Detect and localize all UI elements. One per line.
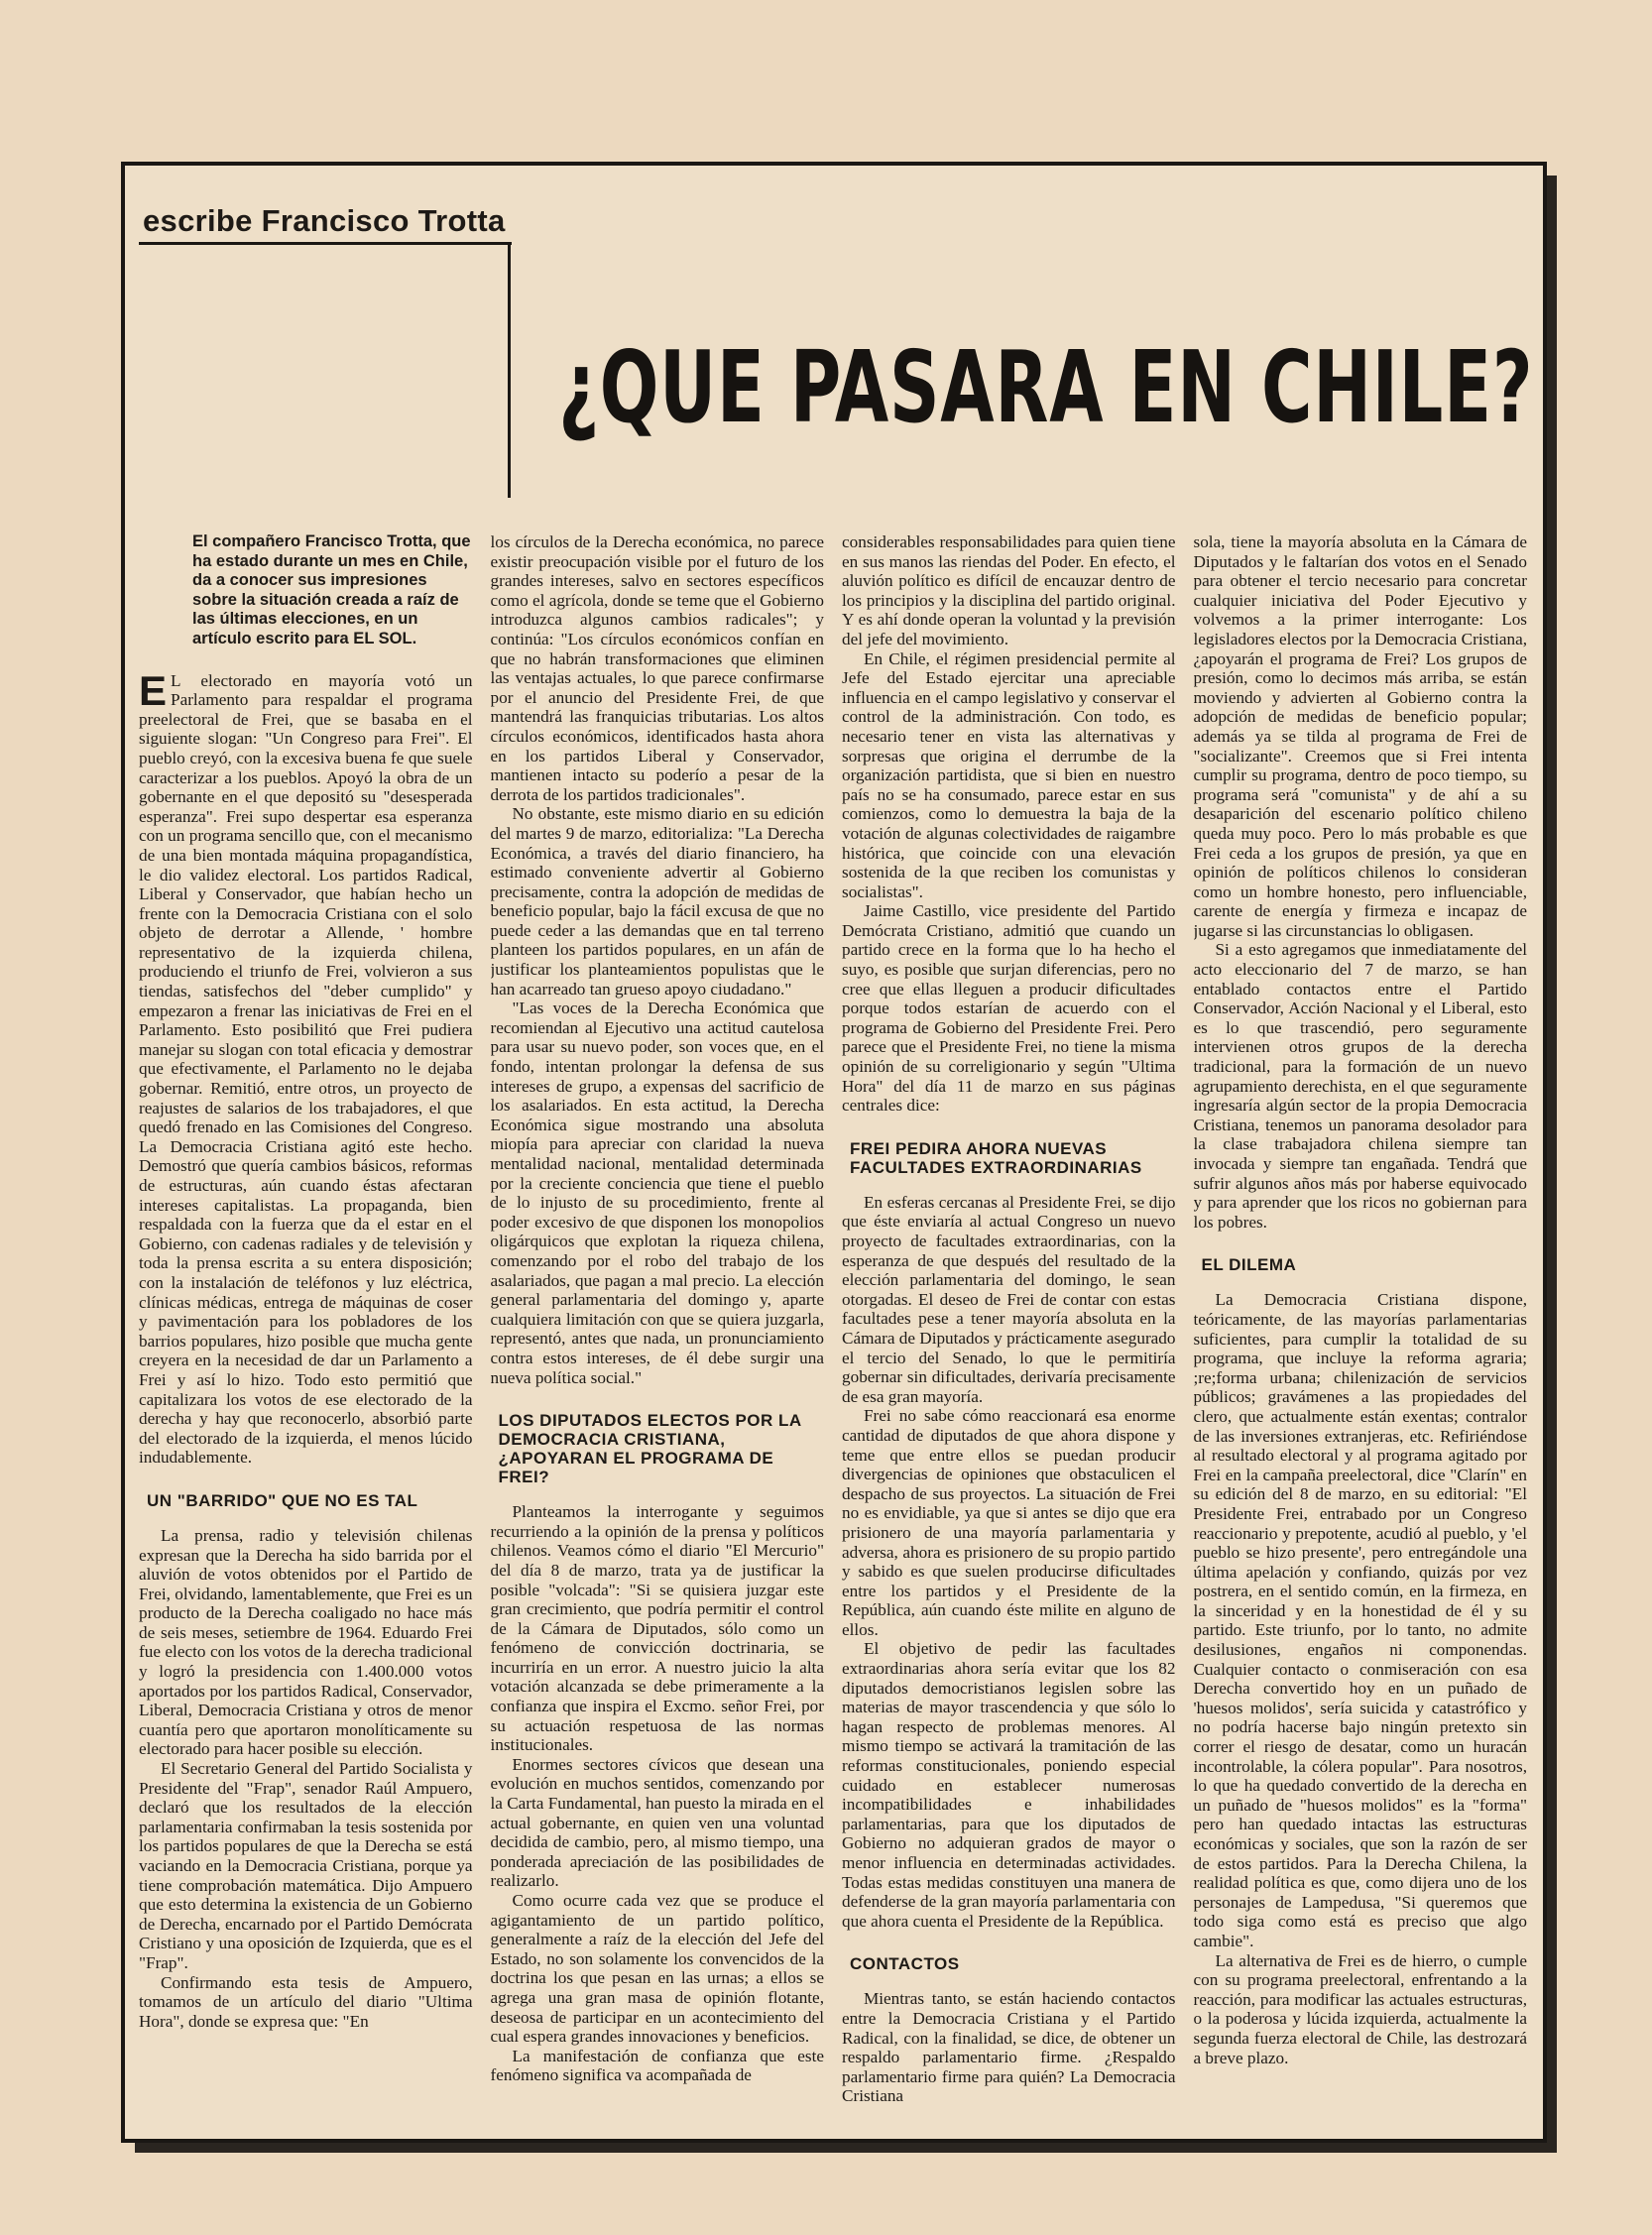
paragraph: Mientras tanto, se están haciendo contactos entre la Democracia Cristiana y el Partido Radical, con la finalidad, se dice, de obtener un respaldo parlamentario firme. ¿Respaldo parlamentario firme para quién? La Democracia Cristiana	[842, 1989, 1176, 2106]
paragraph: Jaime Castillo, vice presidente del Partido Demócrata Cristiano, admitió que cuando un partido crece en la forma que lo ha hecho el suyo, es posible que surjan diferencias, pero no cree que ellas lleguen a producir dificultades porque todos estarían de acuerdo con el programa de Gobierno del Presidente Frei. Pero parece que el Presidente Frei, no tiene la misma opinión de su correligionario y según "Ultima Hora" del día 11 de marzo en sus páginas centrales dice:	[842, 901, 1176, 1116]
paragraph: los círculos de la Derecha económica, no parece existir preocupación visible por el futuro de los grandes intereses, salvo en sectores específicos como el agrícola, donde se teme que el Gobierno introduzca algunos cambios radicales"; y continúa: "Los círculos económicos confían en que no habrán transformaciones que eliminen las ventajas actuales, lo que parece confirmarse por el anuncio del Presidente Frei, de que mantendrá las franquicias tributarias. Los altos círculos económicos, identificados hasta ahora en los partidos Liberal y Conservador, mantienen intacto su poderío a pesar de la derrota de los partidos tradicionales".	[490, 532, 824, 804]
paragraph: sola, tiene la mayoría absoluta en la Cámara de Diputados y le faltarían dos votos en el Senado para obtener el tercio necesario para concretar cualquier iniciativa del Poder Ejecutivo y volvemos a la primer interrogante: Los legisladores electos por la Democracia Cristiana, ¿apoyarán el programa de Frei? Los grupos de presión, como lo decimos más arriba, se están moviendo y advierten al Gobierno contra la adopción de medidas de beneficio popular; además ya se tilda al programa de Frei de "socializante". Creemos que si Frei intenta cumplir su programa, dentro de poco tiempo, su programa será "comunista" y de ahí a su desaparición del escenario político chileno queda muy poco. Pero lo más probable es que Frei ceda a los grupos de presión, ya que en opinión de políticos chilenos lo consideran como un hombre honesto, pero influenciable, carente de energía y firmeza e incapaz de jugarse si las circunstancias lo obligasen.	[1193, 532, 1527, 940]
paragraph: La manifestación de confianza que este fenómeno significa va acompañada de	[490, 2046, 824, 2085]
subheading: FREI PEDIRA AHORA NUEVAS FACULTADES EXTRAORDINARIAS	[850, 1138, 1142, 1177]
paragraph: Planteamos la interrogante y seguimos recurriendo a la opinión de la prensa y políticos chilenos. Veamos cómo el diario "El Mercurio" del día 8 de marzo, trata ya de justificar la posible "volcada": "Si se quisiera juzgar este gran crecimiento, que podría permitir el control de la Cámara de Diputados, sólo como un fenómeno de convicción doctrinaria, se incurriría en un error. A nuestro juicio la alta votación alcanzada se debe primeramente a la confianza que inspira el Excmo. señor Frei, por su actuación respetuosa de las normas institucionales.	[490, 1502, 824, 1755]
article-page	[121, 162, 1547, 2143]
paragraph: Frei no sabe cómo reaccionará esa enorme cantidad de diputados de que ahora dispone y teme que entre ellos se puedan producir divergencias de opiniones que obstaculicen el despacho de sus proyectos. La situación de Frei no es envidiable, ya que si antes se dijo que era prisionero de una mayoría parlamentaria y adversa, ahora es prisionero de su propio partido y sabido es que suelen producirse dificultades entre los partidos y el Presidente de la República, aún cuando éste milite en alguno de ellos.	[842, 1406, 1176, 1639]
paragraph	[139, 666, 473, 1468]
column-4	[1194, 532, 1528, 2119]
subheading: LOS DIPUTADOS ELECTOS POR LA DEMOCRACIA CRISTIANA, ¿APOYARAN EL PROGRAMA DE FREI?	[498, 1411, 802, 1487]
paragraph: Enormes sectores cívicos que desean una evolución en muchos sentidos, comenzando por la Carta Fundamental, han puesto la mirada en el actual gobernante, en quien ven una voluntad decidida de cambio, pero, al mismo tiempo, una ponderada apreciación de las posibilidades de realizarlo.	[490, 1754, 824, 1891]
paragraph: Confirmando esta tesis de Ampuero, tomamos de un artículo del diario "Ultima Hora", donde se expresa que: "En	[139, 1972, 473, 2031]
byline-rule	[139, 242, 512, 245]
byline: escribe Francisco Trotta	[143, 203, 506, 238]
intro-paragraph: El compañero Francisco Trotta, que ha estado durante un mes en Chile, da a conocer sus impresiones sobre la situación creada a raíz de las últimas elecciones, en un artículo escrito para EL SOL.	[192, 532, 471, 647]
paragraph: La prensa, radio y televisión chilenas expresan que la Derecha ha sido barrida por el aluvión de votos obtenidos por el Partido de Frei, olvidando, lamentablemente, que Frei es un producto de la Derecha coaligado no hace más de seis meses, setiembre de 1964. Eduardo Frei fue electo con los votos de la derecha tradicional y logró la presidencia con 1.400.000 votos aportados por los partidos Radical, Conservador, Liberal, Democracia Cristiana y otros de menor cuantía pero que aportaron monolíticamente su electorado para hacer posible su elección.	[139, 1525, 473, 1759]
paragraph: En esferas cercanas al Presidente Frei, se dijo que éste enviaría al actual Congreso un nuevo proyecto de facultades extraordinarias, con la esperanza de que después del resultado de la elección parlamentaria del domingo, le sean otorgadas. El deseo de Frei de contar con estas facultades pese a tener mayoría absoluta en la Cámara de Diputados y prácticamente asegurado el tercio del Senado, lo que le permitiría gobernar sin dificultades, derivaría precisamente de esa gran mayoría.	[842, 1192, 1176, 1406]
paragraph: Si a esto agregamos que inmediatamente del acto eleccionario del 7 de marzo, se han entablado contactos entre el Partido Conservador, Acción Nacional y el Liberal, esto es lo que trascendió, pero seguramente intervienen otros grupos de la derecha tradicional, para la formación de un nuevo agrupamiento derechista, en el que seguramente ingresaría algún sector de la propia Democracia Cristiana, tenemos un panorama desolador para la clase trabajadora chilena siempre tan invocada y siempre tan engañada. Tendrá que sufrir algunos años más por haberse equivocado y para aprender que los ricos no gobiernan para los pobres.	[1193, 940, 1527, 1232]
paragraph: Como ocurre cada vez que se produce el agigantamiento de un partido político, generalmente a raíz de la elección del Jefe del Estado, no son solamente los convencidos de la doctrina los que pesan en las urnas; a ellos se agrega una gran masa de opinión flotante, deseosa de participar en un acontecimiento del cual espera grandes innovaciones y beneficios.	[490, 1891, 824, 2047]
column-2	[491, 532, 825, 2119]
subheading: UN "BARRIDO" QUE NO ES TAL	[147, 1490, 418, 1510]
paragraph: En Chile, el régimen presidencial permite al Jefe del Estado ejercitar una apreciable influencia en el campo legislativo y conservar el control de la administración. Con todo, es necesario tener en vista las alternativas y sorpresas que origina el derrumbe de la organización partidista, que si bien en nuestro país no se ha consumado, parece estar en sus comienzos, como lo demuestra la baja de la votación de algunas colectividades de raigambre histórica, que coincide con una elevación sostenida de la que reciben los comunistas y socialistas".	[842, 648, 1176, 901]
paragraph: "Las voces de la Derecha Económica que recomiendan al Ejecutivo una actitud cautelosa para usar su nuevo poder, son voces que, en el fondo, intentan prolongar la defensa de sus intereses de grupo, a expensas del sacrificio de los asalariados. En esta actitud, la Derecha Económica sigue mostrando una absoluta miopía para apreciar con claridad la nueva mentalidad nacional, mentalidad determinada por la creciente conciencia que tiene el pueblo de lo injusto de su procedimiento, frente al poder excesivo de que disponen los monopolios oligárquicos que explotan la riqueza chilena, comenzando por el robo del trabajo de los asalariados, que pagan a mal precio. La elección general parlamentaria del domingo y, aparte cualquiera limitación con que se quiera juzgarla, representó, antes que nada, un pronunciamiento contra estos intereses, de él debe surgir una nueva política social."	[490, 999, 824, 1387]
headline: ¿QUE PASARA EN CHILE?	[557, 329, 1533, 445]
header-vertical-rule	[508, 242, 511, 498]
paragraph: La Democracia Cristiana dispone, teóricamente, de las mayorías parlamentarias suficientes, para cumplir la totalidad de su programa, que incluye la reforma agraria; ;re;forma urbana; chilenización de servicios públicos; gravámenes a las propiedades del clero, que actualmente están exentas; contralor de las inversiones extranjeras, etc. Refiriéndose al resultado electoral y al programa agitado por Frei en la campaña preelectoral, dice "Clarín" en su edición del 8 de marzo, en su editorial: "El Presidente Frei, entrabado por un Congreso reaccionario y prepotente, acudió al pueblo, y 'el pueblo se hizo presente', pero entregándole una última apelación y confiando, quizás por vez postrera, en el sentido común, en la firmeza, en la sinceridad y en la honestidad de él y su partido. Este triunfo, por lo tanto, no admite desilusiones, engaños ni componendas. Cualquier contacto o conmiseración con esa Derecha convertido hoy en un puñado de 'huesos molidos', sería suicida y catastrófico y no podría hacerse bajo ningún pretexto sin correr el riesgo de desatar, como un huracán incontrolable, la cólera popular". Para nosotros, lo que ha quedado convertido de la derecha en un puñado de "huesos molidos" es la "forma" pero han quedado intactas las estructuras económicas y sociales, que son la razón de ser de estos partidos. Para la Derecha Chilena, la realidad política es que, como dijera uno de los personajes de Lampedusa, "Si queremos que todo siga como está es preciso que algo cambie".	[1193, 1290, 1527, 1950]
paragraph-text: L electorado en mayoría votó un Parlamento para respaldar el programa preelectoral de Frei, que se basaba en el siguiente slogan: "Un Congreso para Frei". El pueblo creyó, con la excesiva buena fe que suele caracterizar a los pueblos. Apoyó la obra de un gobernante en el que depositó su "desesperada esperanza". Frei supo despertar esa esperanza con un programa sencillo que, con el mecanismo de una bien montada máquina propagandística, le dio validez electoral. Los partidos Radical, Liberal y Conservador, que habían hecho un frente con la Democracia Cristiana con el solo objeto de derrotar a Allende, ' hombre representativo de la izquierda chilena, produciendo el triunfo de Frei, volvieron a sus tiendas, satisfechos del "deber cumplido" y empezaron a frenar las iniciativas de Frei en el Parlamento. Esto posibilitó que Frei pudiera manejar su slogan con total eficacia y demostrar que efectivamente, el Parlamento no le dejaba gobernar. Remitió, entre otros, un proyecto de reajustes de salarios de los trabajadores, el que quedó frenado en las Comisiones del Congreso. La Democracia Cristiana agitó este hecho. Demostró que quería cambios básicos, reformas de estructuras, aún cuando éstas afectaran intereses capitalistas. La propaganda, bien respaldada con la fuerza que da el estar en el Gobierno, con cadenas radiales y de televisión y toda la prensa escrita a su entera disposición; con la instalación de teléfonos y luz eléctrica, clínicas médicas, entrega de máquinas de coser y pavimentación para los pobladores de los barrios populares, hizo posible que mucha gente creyera en la necesidad de dar un Parlamento a Frei y así lo hizo. Todo esto permitió que capitalizara los votos de ese electorado de la derecha y hay que reconocerlo, absorbió parte del electorado de la izquierda, el menos lúcido indudablemente.	[139, 670, 473, 1468]
column-1	[139, 532, 473, 2119]
subheading: CONTACTOS	[850, 1954, 960, 1974]
column-3	[842, 532, 1176, 2119]
paragraph: El objetivo de pedir las facultades extraordinarias ahora sería evitar que los 82 diputados democristianos legislen sobre las materias de mayor trascendencia y que sólo lo hagan respecto de problemas menores. Al mismo tiempo se activará la tramitación de las reformas constitucionales, poniendo especial cuidado en establecer numerosas incompatibilidades e inhabilidades parlamentarias, para que los diputados de Gobierno no adquieran grados de mayor o menor influencia en determinadas actividades. Todas estas medidas constituyen una manera de defenderse de la gran mayoría parlamentaria con que ahora cuenta el Presidente de la República.	[842, 1639, 1176, 1931]
paragraph: El Secretario General del Partido Socialista y Presidente del "Frap", senador Raúl Ampuero, declaró que los resultados de la elección parlamentaria confirmaban la tesis sostenida por los partidos populares de que la Derecha se está vaciando en la Democracia Cristiana, porque ya tiene comprobación matemática. Dijo Ampuero que esto determina la existencia de un Gobierno de Derecha, encarnado por el Partido Demócrata Cristiano y una oposición de Izquierda, que es el "Frap".	[139, 1759, 473, 1972]
paragraph: considerables responsabilidades para quien tiene en sus manos las riendas del Poder. En efecto, el aluvión político es difícil de encauzar dentro de los principios y la disciplina del partido original. Y es ahí donde operan la voluntad y la previsión del jefe del movimiento.	[842, 532, 1176, 648]
paragraph: No obstante, este mismo diario en su edición del martes 9 de marzo, editorializa: "La Derecha Económica, a través del diario financiero, ha estimado conveniente advertir al Gobierno precisamente, contra la adopción de medidas de beneficio popular, bajo la fácil excusa de que no puede ceder a las demandas que en tal terreno planteen los partidos populares, en un afán de justificar los planteamientos populistas que le han acarreado tan grueso apoyo ciudadano."	[490, 804, 824, 999]
paragraph: La alternativa de Frei es de hierro, o cumple con su programa preelectoral, enfrentando a la reacción, para modificar las actuales estructuras, o la poderosa y lúcida izquierda, actualmente la segunda fuerza electoral de Chile, las destrozará a breve plazo.	[1193, 1950, 1527, 2067]
drop-cap: E	[139, 666, 168, 714]
article-columns	[139, 532, 1527, 2119]
subheading: EL DILEMA	[1201, 1255, 1297, 1275]
